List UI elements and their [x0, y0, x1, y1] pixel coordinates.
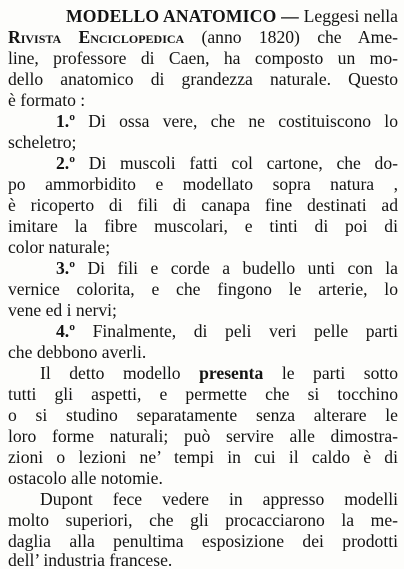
body-line: o si studino separatamente senza alterare le [8, 405, 398, 425]
body-line: vene ed i nervi; [8, 300, 117, 320]
heading-rest: Leggesi nella [303, 6, 398, 26]
item-number: 1.º [56, 111, 76, 131]
paragraph-line: Dupont fece vedere in appresso modelli [40, 489, 398, 509]
line2-rest: (anno 1820) che Ame- [184, 27, 398, 47]
body-line: è ricoperto di fili di canapa fine destinati ad [8, 195, 398, 215]
body-line: molto superiori, che gli procacciarono la me- [8, 510, 398, 530]
body-line: zioni o lezioni ne’ tempi in cui il caldo è di [8, 447, 398, 467]
body-line: tutti gli aspetti, e permette che si tocchino [8, 384, 398, 404]
body-line: che debbono averli. [8, 342, 147, 362]
body-line: dello anatomico di grandezza naturale. Questo [8, 69, 398, 89]
item-text: Di muscoli fatti col cartone, che do- [75, 153, 398, 173]
para-text: le parti sotto [263, 363, 398, 383]
body-line: dell’ industria francese. [8, 550, 173, 570]
item-number: 4.º [56, 321, 76, 341]
body-line: vernice colorita, e che fingono le arterie, lo [8, 279, 398, 299]
heading-line [66, 6, 398, 27]
body-line: è formato : [8, 90, 86, 110]
item-number: 2.º [56, 153, 76, 173]
body-line [8, 27, 398, 48]
body-line: loro forme naturali; può servire alle dimostra- [8, 426, 398, 446]
body-line: color naturale; [8, 237, 111, 257]
body-line: imitare la fibre muscolari, e tinti di poi di [8, 216, 398, 236]
journal-name: Rivista Enciclopedica [8, 27, 185, 47]
body-line: daglia alla penultima esposizione dei prodotti [8, 531, 398, 551]
para-text: Il detto modello [40, 363, 200, 383]
body-line: po ammorbidito e modellato sopra natura , [8, 174, 398, 194]
list-item-3-line [56, 258, 398, 279]
article-title: MODELLO ANATOMICO [66, 6, 277, 26]
title-dash: — [276, 6, 304, 26]
list-item-4-line [56, 321, 398, 342]
body-line: line, professore di Caen, ha composto un mo- [8, 48, 398, 68]
item-text: Di ossa vere, che ne costituiscono lo [75, 111, 398, 131]
body-line: ostacolo alle notomie. [8, 468, 163, 488]
list-item-1-line [56, 111, 398, 132]
paragraph-line [40, 363, 398, 384]
item-number: 3.º [56, 258, 76, 278]
list-item-2-line [56, 153, 398, 174]
item-text: Di fili e corde a budello unti con la [75, 258, 398, 278]
body-line: scheletro; [8, 132, 77, 152]
item-text: Finalmente, di peli veri pelle parti [75, 321, 398, 341]
para-emphasis: presenta [199, 363, 264, 383]
